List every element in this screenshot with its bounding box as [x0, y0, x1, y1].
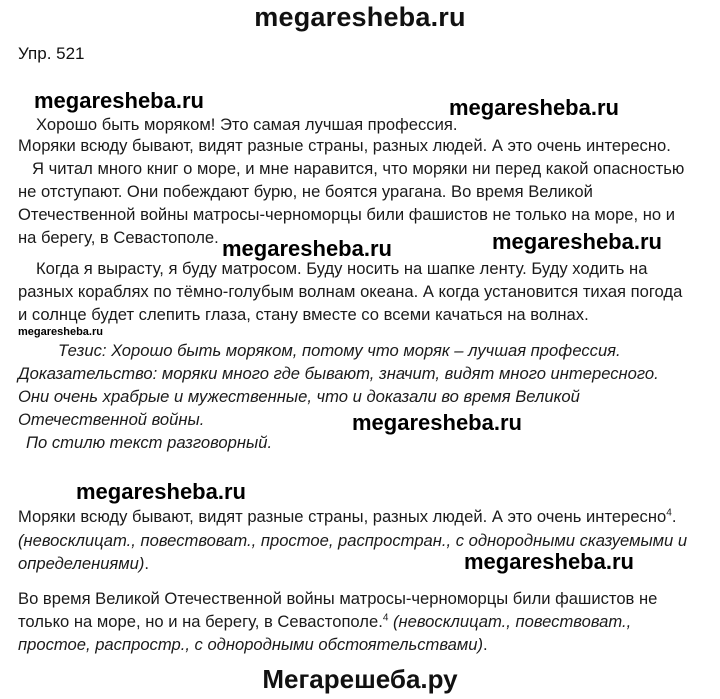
parse-mark: 4 [666, 507, 672, 519]
text-line: не отступают. Они побеждают бурю, не боятся урагана. Во время Великой [18, 182, 593, 201]
text-line: Я читал много книг о море, и мне наравится, что моряки ни перед какой опасностью [32, 159, 685, 178]
proof-line: Они очень храбрые и мужественные, что и доказали во время Великой [18, 387, 580, 406]
watermark: megaresheba.ru [222, 236, 392, 261]
watermark: megaresheba.ru [352, 410, 522, 435]
sentence-two-text: только на море, но и на берегу, в Севастополе. [18, 612, 383, 631]
proof-line: Отечественной войны. [18, 410, 205, 429]
sentence-one-text: Моряки всюду бывают, видят разные страны, разных людей. А это очень интересно [18, 507, 667, 526]
parse-end: . [482, 635, 488, 654]
text-line: и солнце будет слепить глаза, стану вместе со всеми качаться на волнах. [18, 305, 589, 324]
sentence-one [18, 507, 676, 527]
parse-text: (невосклицат., повествоват., [388, 612, 632, 631]
parse-mark: 4 [382, 612, 389, 624]
parse-end: . [144, 554, 150, 573]
text-line: Отечественной войны матросы-черноморцы били фашистов не только на море, но и [18, 205, 676, 224]
site-header: megaresheba.ru [254, 2, 466, 32]
proof-line: Доказательство: моряки много где бывают, значит, видят много интересного. [18, 364, 659, 383]
exercise-label: Упр. 521 [18, 44, 85, 63]
watermark-small: megaresheba.ru [18, 326, 103, 338]
style-line: По стилю текст разговорный. [26, 433, 273, 452]
sentence-one-end: . [671, 507, 677, 526]
watermark: megaresheba.ru [76, 479, 246, 504]
watermark: megaresheba.ru [449, 95, 619, 120]
sentence-one-parse: (невосклицат., повествоват., простое, распростран., с однородными сказуемыми и [18, 531, 688, 550]
sentence-one-parse-end [18, 554, 149, 574]
site-footer: Мегарешеба.ру [262, 664, 458, 694]
watermark: megaresheba.ru [34, 88, 204, 113]
text-line: разных кораблях по тёмно-голубым волнам океана. А когда установится тихая погода [18, 282, 683, 301]
sentence-two-line3 [18, 635, 488, 655]
watermark: megaresheba.ru [492, 229, 662, 254]
text-line: на берегу, в Севастополе. [18, 228, 219, 247]
parse-text: определениями) [18, 554, 145, 573]
text-line: Хорошо быть моряком! Это самая лучшая профессия. [36, 115, 458, 134]
parse-text: простое, распростр., с однородными обстоятельствами) [18, 635, 483, 654]
text-line: Моряки всюду бывают, видят разные страны, разных людей. А это очень интересно. [18, 136, 671, 155]
thesis-line: Тезис: Хорошо быть моряком, потому что моряк – лучшая профессия. [58, 341, 621, 360]
text-line: Когда я вырасту, я буду матросом. Буду носить на шапке ленту. Буду ходить на [36, 259, 648, 278]
watermark: megaresheba.ru [464, 549, 634, 574]
sentence-two-line2 [18, 612, 631, 632]
sentence-two: Во время Великой Отечественной войны матросы-черноморцы били фашистов не [18, 589, 658, 608]
